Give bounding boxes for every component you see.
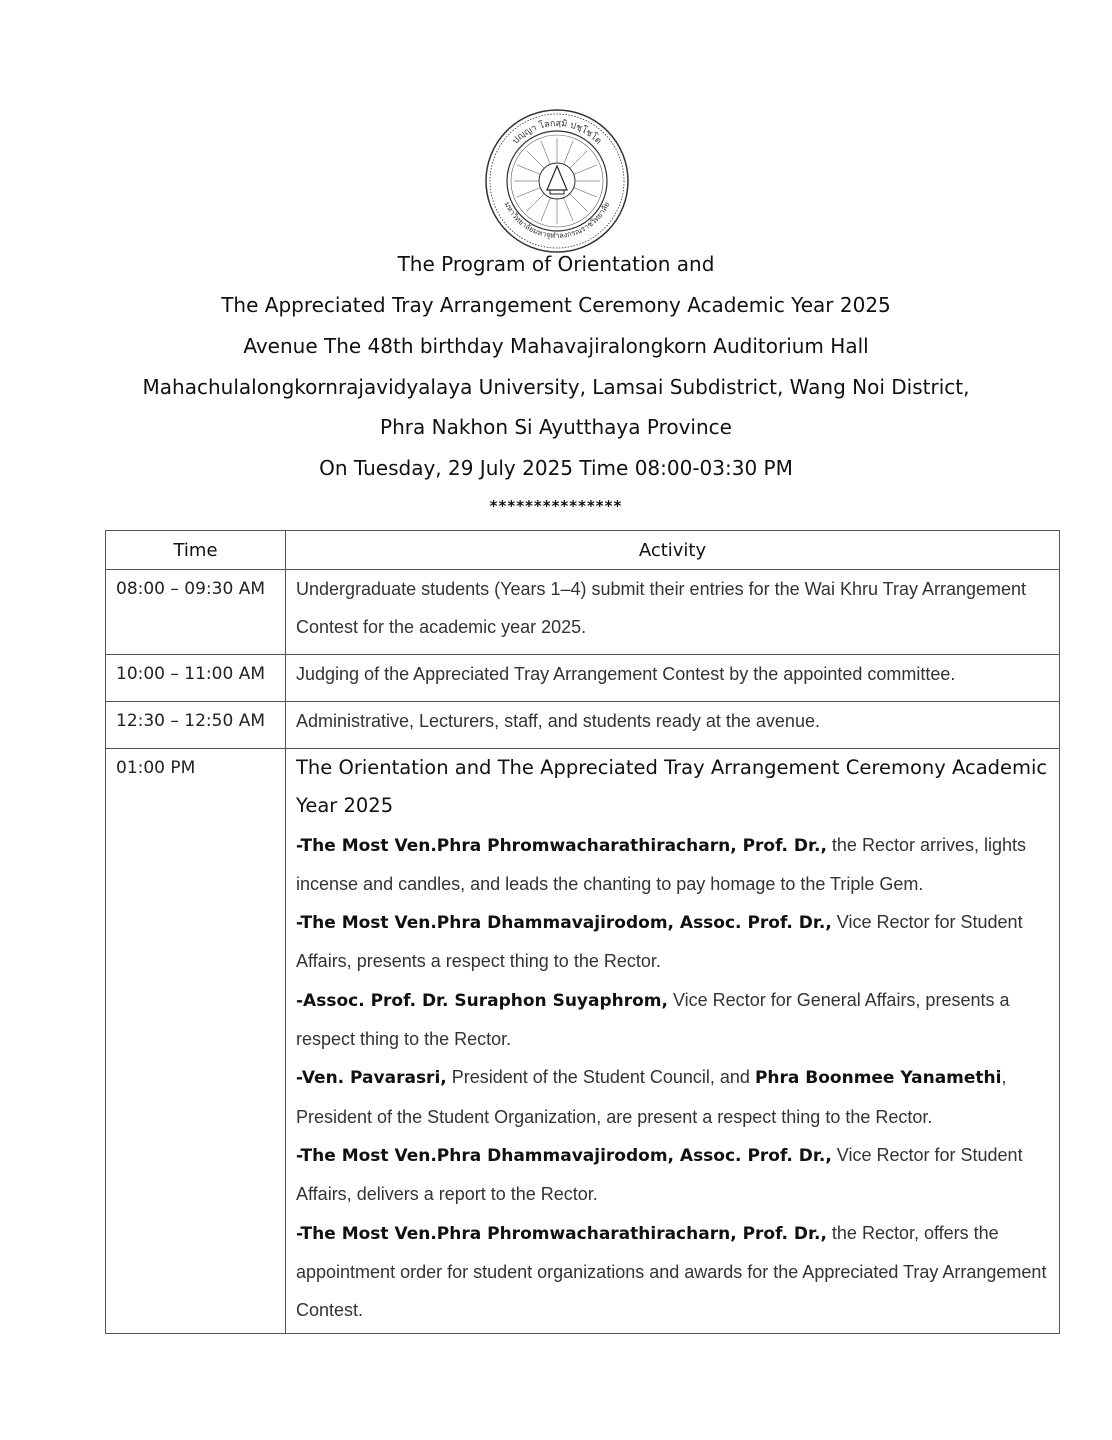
program-table <box>105 530 1060 1334</box>
activity-cell <box>286 749 1060 1334</box>
item-person: -Ven. Pavarasri, <box>296 1068 447 1089</box>
time-cell: 01:00 PM <box>106 749 286 1334</box>
item-person: -The Most Ven.Phra Dhammavajirodom, Assoc. Prof. Dr., <box>296 913 832 934</box>
ceremony-title: The Orientation and The Appreciated Tray Arrangement Ceremony Academic Year 2025 <box>296 756 1048 818</box>
date-time-line: On Tuesday, 29 July 2025 Time 08:00-03:30 PM <box>319 456 793 480</box>
ceremony-item <box>296 826 1059 904</box>
time-cell: 08:00 – 09:30 AM <box>106 570 286 655</box>
title-line-1: The Program of Orientation and <box>397 252 715 276</box>
item-text: Vice Rector for Student Affairs, delivers a report to the Rector. <box>296 1144 1023 1205</box>
time-column-header: Time <box>106 531 286 570</box>
item-person: -Assoc. Prof. Dr. Suraphon Suyaphrom, <box>296 990 668 1011</box>
title-line-2: The Appreciated Tray Arrangement Ceremony Academic Year 2025 <box>221 293 891 317</box>
table-row <box>106 702 1060 749</box>
svg-text:มหาวิทยาลัยมหาจุฬาลงกรณราชวิทย: มหาวิทยาลัยมหาจุฬาลงกรณราชวิทยาลัย <box>502 200 612 241</box>
ceremony-item <box>296 981 1059 1059</box>
item-text: President of the Student Council, and <box>446 1067 755 1088</box>
item-person: -The Most Ven.Phra Phromwacharathiracharn, Prof. Dr., <box>296 835 827 856</box>
activity-cell: Administrative, Lecturers, staff, and students ready at the avenue. <box>286 702 1060 749</box>
item-text: the Rector, offers the appointment order for student organizations and awards for the Appreciated Tray Arrangement Contest. <box>296 1222 1047 1321</box>
province-line: Phra Nakhon Si Ayutthaya Province <box>380 415 732 439</box>
ceremony-item <box>296 903 1059 981</box>
activity-cell: Judging of the Appreciated Tray Arrangement Contest by the appointed committee. <box>286 655 1060 702</box>
table-row <box>106 749 1060 1334</box>
separator: *************** <box>489 497 623 515</box>
activity-column-header: Activity <box>286 531 1060 570</box>
item-text: the Rector arrives, lights incense and candles, and leads the chanting to pay homage to the Triple Gem. <box>296 834 1026 894</box>
table-row <box>106 655 1060 702</box>
item-text: Vice Rector for General Affairs, presents a respect thing to the Rector. <box>296 989 1010 1050</box>
table-row <box>106 570 1060 655</box>
time-cell: 12:30 – 12:50 AM <box>106 702 286 749</box>
activity-cell: Undergraduate students (Years 1–4) submit their entries for the Wai Khru Tray Arrangement Contest for the academic year 2025. <box>286 570 1060 655</box>
ceremony-item <box>296 1136 1059 1214</box>
ceremony-item <box>296 1214 1059 1330</box>
item-person: -The Most Ven.Phra Phromwacharathiracharn, Prof. Dr., <box>296 1223 827 1244</box>
item-person: -The Most Ven.Phra Dhammavajirodom, Assoc. Prof. Dr., <box>296 1145 832 1166</box>
ceremony-item <box>296 1058 1059 1136</box>
item-text-2: , President of the Student Organization, are present a respect thing to the Rector. <box>296 1067 1007 1127</box>
item-text: Vice Rector for Student Affairs, presents a respect thing to the Rector. <box>296 912 1023 972</box>
table-header-row <box>106 531 1060 570</box>
university-seal-logo <box>484 108 630 254</box>
svg-text:ปญฺญา โลกสฺมิ ปชฺโชโต: ปญฺญา โลกสฺมิ ปชฺโชโต <box>510 118 604 147</box>
item-person-2: Phra Boonmee Yanamethi <box>754 1068 1002 1089</box>
time-cell: 10:00 – 11:00 AM <box>106 655 286 702</box>
venue-line: Avenue The 48th birthday Mahavajiralongkorn Auditorium Hall <box>243 334 869 358</box>
address-line: Mahachulalongkornrajavidyalaya University, Lamsai Subdistrict, Wang Noi District, <box>142 375 970 399</box>
